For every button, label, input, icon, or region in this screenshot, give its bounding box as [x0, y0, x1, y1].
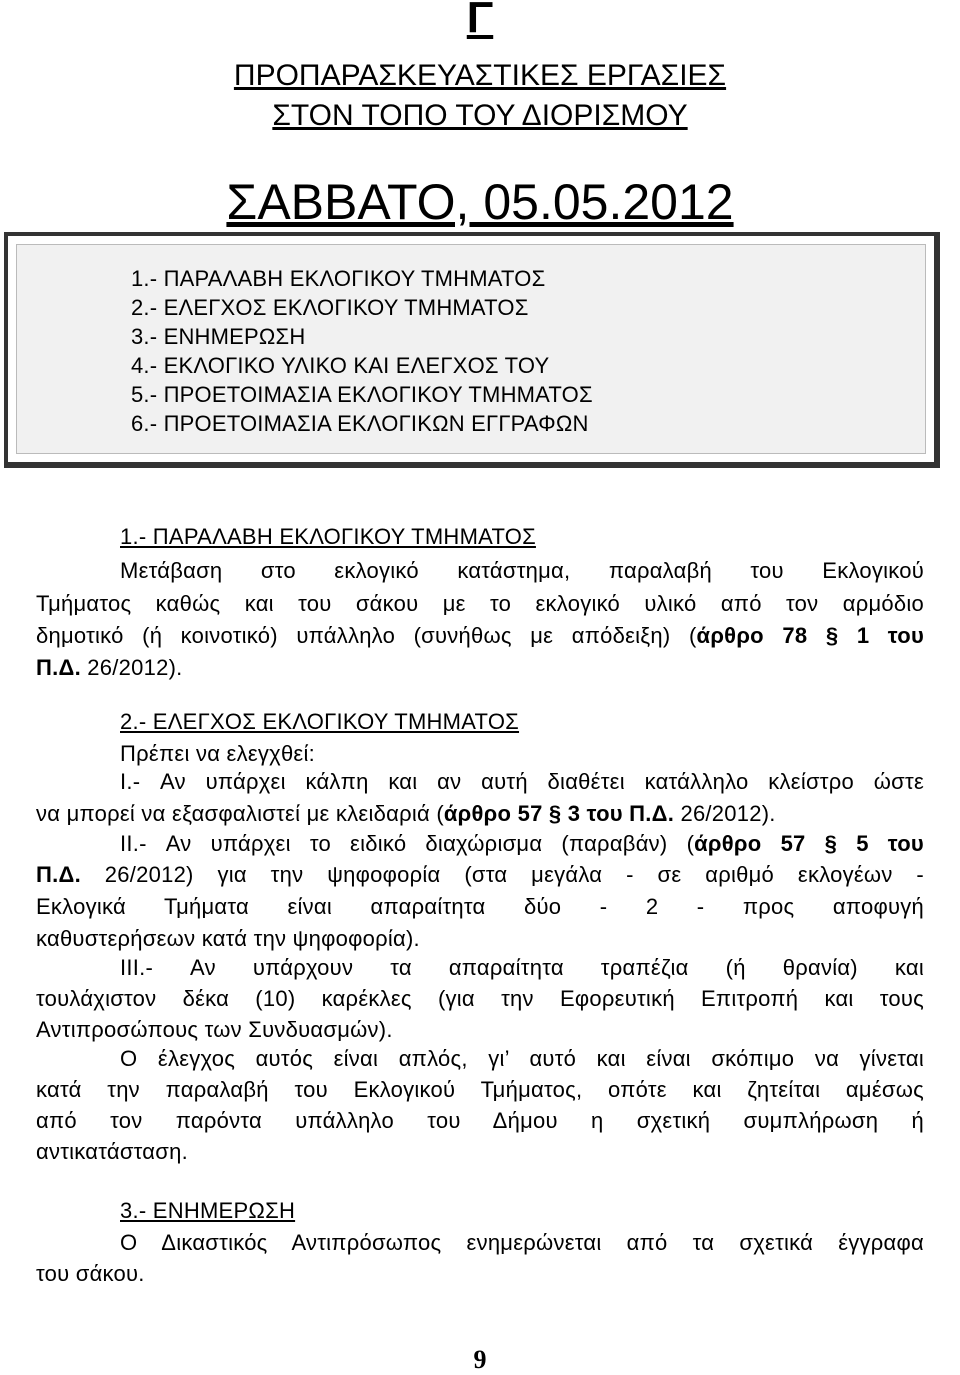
check-item-i: να μπορεί να εξασφαλιστεί με κλειδαριά (άρθρο 57 § 3 του Π.Δ. 26/2012). — [36, 801, 776, 826]
check-item-iii: Αντιπροσώπους των Συνδυασμών). — [36, 1017, 393, 1042]
section-1-line: Τμήματος καθώς και του σάκου με το εκλογικό υλικό από τον αρμόδιο — [36, 591, 924, 616]
section-3-line: του σάκου. — [36, 1261, 145, 1286]
section-1-line: Μετάβαση στο εκλογικό κατάστημα, παραλαβή του Εκλογικού — [120, 558, 924, 583]
contents-item-4: 4.- ΕΚΛΟΓΙΚΟ ΥΛΙΚΟ ΚΑΙ ΕΛΕΓΧΟΣ ΤΟΥ — [131, 353, 550, 378]
check-item-iii: τουλάχιστον δέκα (10) καρέκλες (για την Εφορευτική Επιτροπή και τους — [36, 986, 924, 1011]
contents-item-1: 1.- ΠΑΡΑΛΑΒΗ ΕΚΛΟΓΙΚΟΥ ΤΜΗΜΑΤΟΣ — [131, 266, 546, 291]
check-item-i: I.- Αν υπάρχει κάλπη και αν αυτή διαθέτει κατάλληλο κλείστρο ώστε — [120, 769, 924, 794]
section-1-heading: 1.- ΠΑΡΑΛΑΒΗ ΕΚΛΟΓΙΚΟΥ ΤΜΗΜΑΤΟΣ — [120, 524, 536, 549]
section-2-paragraph: κατά την παραλαβή του Εκλογικού Τμήματος, οπότε και ζητείται αμέσως — [36, 1077, 924, 1102]
section-1-line: δημοτικό (ή κοινοτικό) υπάλληλο (συνήθως με απόδειξη) (άρθρο 78 § 1 του — [36, 623, 924, 648]
date-heading: ΣΑΒΒΑΤΟ, 05.05.2012 — [226, 174, 734, 230]
contents-item-3: 3.- ΕΝΗΜΕΡΩΣΗ — [131, 324, 306, 349]
check-item-ii: II.- Αν υπάρχει το ειδικό διαχώρισμα (παραβάν) (άρθρο 57 § 5 του — [120, 831, 924, 856]
contents-item-2: 2.- ΕΛΕΓΧΟΣ ΕΚΛΟΓΙΚΟΥ ΤΜΗΜΑΤΟΣ — [131, 295, 529, 320]
section-2-heading: 2.- ΕΛΕΓΧΟΣ ΕΚΛΟΓΙΚΟΥ ΤΜΗΜΑΤΟΣ — [120, 709, 520, 734]
section-2-paragraph: αντικατάσταση. — [36, 1139, 188, 1164]
section-3-line: Ο Δικαστικός Αντιπρόσωπος ενημερώνεται από τα σχετικά έγγραφα — [120, 1230, 924, 1255]
check-item-ii: Π.Δ. 26/2012) για την ψηφοφορία (στα μεγάλα - σε αριθμό εκλογέων - — [36, 862, 924, 887]
chapter-letter: Γ — [466, 0, 494, 42]
section-2-intro: Πρέπει να ελεγχθεί: — [120, 741, 315, 766]
page-number: 9 — [473, 1345, 487, 1374]
contents-item-6: 6.- ΠΡΟΕΤΟΙΜΑΣΙΑ ΕΚΛΟΓΙΚΩΝ ΕΓΓΡΑΦΩΝ — [131, 411, 589, 436]
check-item-ii: Εκλογικά Τμήματα είναι απαραίτητα δύο - 2 - προς αποφυγή — [36, 894, 924, 919]
contents-box-inner — [16, 244, 926, 454]
section-2-paragraph: Ο έλεγχος αυτός είναι απλός, γι’ αυτό και είναι σκόπιμο να γίνεται — [120, 1046, 924, 1071]
title-line-1: ΠΡΟΠΑΡΑΣΚΕΥΑΣΤΙΚΕΣ ΕΡΓΑΣΙΕΣ — [233, 59, 727, 92]
title-line-2: ΣΤΟΝ ΤΟΠΟ ΤΟΥ ΔΙΟΡΙΣΜΟΥ — [272, 99, 688, 132]
section-2-paragraph: από τον παρόντα υπάλληλο του Δήμου η σχετική συμπλήρωση ή — [36, 1108, 924, 1133]
check-item-iii: III.- Αν υπάρχουν τα απαραίτητα τραπέζια (ή θρανία) και — [120, 955, 924, 980]
section-3-heading: 3.- ΕΝΗΜΕΡΩΣΗ — [120, 1198, 296, 1223]
contents-box — [4, 232, 940, 468]
check-item-ii: καθυστερήσεων κατά την ψηφοφορία). — [36, 926, 420, 951]
contents-item-5: 5.- ΠΡΟΕΤΟΙΜΑΣΙΑ ΕΚΛΟΓΙΚΟΥ ΤΜΗΜΑΤΟΣ — [131, 382, 593, 407]
section-1-line: Π.Δ. 26/2012). — [36, 655, 183, 680]
